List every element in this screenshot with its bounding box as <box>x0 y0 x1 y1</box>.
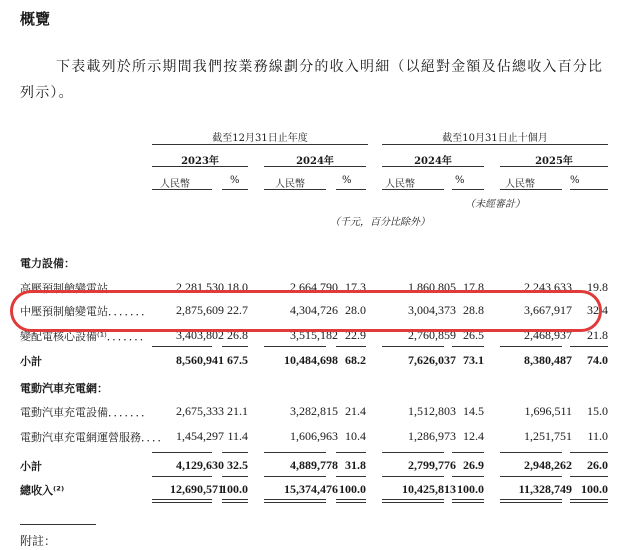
unit-header: % <box>455 175 465 186</box>
percent-cell: 73.1 <box>463 353 484 367</box>
amount-cell: 7,626,037 <box>408 353 456 367</box>
double-rule <box>264 499 326 500</box>
amount-cell: 2,243,633 <box>524 280 572 294</box>
subtotal-rule <box>152 452 212 453</box>
double-rule <box>152 499 212 500</box>
row-label: 高壓預制艙變電站．．．．．．． <box>20 282 152 295</box>
footnote-heading: 附註： <box>20 534 57 548</box>
section-title: 電動汽車充電網： <box>20 382 108 395</box>
amount-cell: 3,004,373 <box>408 303 456 317</box>
table-row <box>20 429 610 445</box>
percent-cell: 74.0 <box>587 353 608 367</box>
percent-cell: 28.0 <box>345 303 366 317</box>
unit-rule <box>452 189 484 190</box>
subtotal-rule <box>264 346 326 347</box>
subtotal-row <box>20 458 610 474</box>
subtotal-rule <box>500 346 562 347</box>
section-title: 電力設備： <box>20 257 75 270</box>
table-row <box>20 404 610 420</box>
row-label: 中壓預制艙變電站．．．．．．． <box>20 305 152 318</box>
percent-cell: 10.4 <box>345 429 366 443</box>
unit-rule <box>222 189 248 190</box>
amount-cell: 2,760,859 <box>408 328 456 342</box>
row-label: 變配電核心設備⁽¹⁾．．．．．．． <box>20 330 151 343</box>
subtotal-rule <box>336 452 366 453</box>
amount-cell: 2,875,609 <box>176 303 224 317</box>
unit-header: 人民幣 <box>275 179 305 190</box>
unit-rule <box>570 189 608 190</box>
total-rule <box>264 476 326 477</box>
percent-cell: 31.8 <box>345 458 366 472</box>
percent-cell: 18.0 <box>227 280 248 294</box>
total-rule <box>382 476 444 477</box>
period-group-10m: 截至10月31日止十個月 <box>442 133 548 144</box>
subtotal-rule <box>382 452 444 453</box>
amount-cell: 1,512,803 <box>408 404 456 418</box>
total-rule <box>452 476 484 477</box>
unit-header: % <box>230 175 240 186</box>
subtotal-rule <box>336 346 366 347</box>
year-header: 2025年 <box>535 156 573 167</box>
double-rule <box>452 499 484 500</box>
amount-cell: 10,425,813 <box>402 482 456 496</box>
unit-rule <box>500 189 562 190</box>
percent-cell: 32.5 <box>227 458 248 472</box>
double-rule <box>570 499 608 500</box>
year-header: 2024年 <box>414 156 452 167</box>
amount-cell: 4,889,778 <box>290 458 338 472</box>
percent-cell: 100.0 <box>457 482 484 496</box>
percent-cell: 100.0 <box>581 482 608 496</box>
amount-cell: 2,948,262 <box>524 458 572 472</box>
subtotal-rule <box>152 346 212 347</box>
double-rule <box>452 502 484 503</box>
amount-cell: 3,667,917 <box>524 303 572 317</box>
section-heading: 概覽 <box>20 10 51 28</box>
percent-cell: 100.0 <box>221 482 248 496</box>
amount-cell: 15,374,476 <box>284 482 338 496</box>
percent-cell: 11.0 <box>587 429 608 443</box>
row-label: 總收入⁽²⁾ <box>20 484 65 497</box>
period-group-fy: 截至12月31日止年度 <box>212 133 308 144</box>
amount-cell: 1,860,805 <box>408 280 456 294</box>
subtotal-rule <box>382 346 444 347</box>
subtotal-rule <box>570 346 608 347</box>
percent-cell: 67.5 <box>227 353 248 367</box>
unit-rule <box>264 189 326 190</box>
percent-cell: 17.8 <box>463 280 484 294</box>
amount-cell: 11,328,749 <box>518 482 572 496</box>
amount-cell: 2,468,937 <box>524 328 572 342</box>
unit-header: % <box>570 175 580 186</box>
percent-cell: 68.2 <box>345 353 366 367</box>
double-rule <box>222 499 248 500</box>
percent-cell: 26.0 <box>587 458 608 472</box>
year-header: 2023年 <box>181 156 219 167</box>
unit-rule <box>152 189 212 190</box>
percent-cell: 26.9 <box>463 458 484 472</box>
percent-cell: 12.4 <box>463 429 484 443</box>
unit-header: % <box>342 175 352 186</box>
total-rule <box>500 476 562 477</box>
total-row <box>20 482 610 498</box>
percent-cell: 21.1 <box>227 404 248 418</box>
intro-paragraph: 下表載列於所示期間我們按業務線劃分的收入明細（以絕對金額及佔總收入百分比列示）。 <box>20 59 604 101</box>
percent-cell: 22.7 <box>227 303 248 317</box>
amount-cell: 1,251,751 <box>524 429 572 443</box>
amount-cell: 10,484,698 <box>284 353 338 367</box>
amount-cell: 3,282,815 <box>290 404 338 418</box>
double-rule <box>382 502 444 503</box>
row-label: 電動汽車充電網運營服務．．．． <box>20 431 169 444</box>
double-rule <box>222 502 248 503</box>
unit-note: （千元，百分比除外） <box>330 217 430 228</box>
double-rule <box>570 502 608 503</box>
year-rule <box>264 166 366 167</box>
subtotal-row <box>20 353 610 369</box>
row-label: 小計 <box>20 460 42 473</box>
amount-cell: 2,675,333 <box>176 404 224 418</box>
total-rule <box>222 476 248 477</box>
subtotal-rule <box>222 346 248 347</box>
amount-cell: 8,380,487 <box>524 353 572 367</box>
double-rule <box>500 502 562 503</box>
subtotal-rule <box>500 452 562 453</box>
year-header: 2024年 <box>296 156 334 167</box>
total-rule <box>570 476 608 477</box>
percent-cell: 14.5 <box>463 404 484 418</box>
double-rule <box>382 499 444 500</box>
amount-cell: 3,515,182 <box>290 328 338 342</box>
unaudited-note: （未經審計） <box>465 199 525 210</box>
period-group-10m-rule <box>382 144 608 145</box>
amount-cell: 1,696,511 <box>524 404 572 418</box>
unit-header: 人民幣 <box>160 179 190 190</box>
double-rule <box>152 502 212 503</box>
percent-cell: 100.0 <box>339 482 366 496</box>
subtotal-rule <box>452 452 484 453</box>
percent-cell: 22.9 <box>345 328 366 342</box>
amount-cell: 2,799,776 <box>408 458 456 472</box>
amount-cell: 1,286,973 <box>408 429 456 443</box>
total-rule <box>336 476 366 477</box>
amount-cell: 3,403,802 <box>176 328 224 342</box>
subtotal-rule <box>222 452 248 453</box>
double-rule <box>336 502 366 503</box>
highlight-oval <box>10 290 602 332</box>
unit-rule <box>336 189 366 190</box>
amount-cell: 1,454,297 <box>176 429 224 443</box>
percent-cell: 28.8 <box>463 303 484 317</box>
percent-cell: 19.8 <box>587 280 608 294</box>
percent-cell: 21.8 <box>587 328 608 342</box>
amount-cell: 2,281,530 <box>176 280 224 294</box>
row-label: 電動汽車充電設備．．．．．．． <box>20 406 152 419</box>
percent-cell: 32.4 <box>587 303 608 317</box>
unit-rule <box>382 189 444 190</box>
period-group-fy-rule <box>152 144 368 145</box>
percent-cell: 17.3 <box>345 280 366 294</box>
percent-cell: 21.4 <box>345 404 366 418</box>
percent-cell: 26.8 <box>227 328 248 342</box>
subtotal-rule <box>264 452 326 453</box>
amount-cell: 2,664,790 <box>290 280 338 294</box>
year-rule <box>152 166 248 167</box>
row-label: 小計 <box>20 355 42 368</box>
subtotal-rule <box>570 452 608 453</box>
unit-header: 人民幣 <box>505 179 535 190</box>
footnote-rule <box>20 524 96 525</box>
percent-cell: 11.4 <box>227 429 248 443</box>
year-rule <box>500 166 608 167</box>
percent-cell: 26.5 <box>463 328 484 342</box>
double-rule <box>336 499 366 500</box>
subtotal-rule <box>452 346 484 347</box>
percent-cell: 15.0 <box>587 404 608 418</box>
double-rule <box>500 499 562 500</box>
amount-cell: 4,129,630 <box>176 458 224 472</box>
amount-cell: 1,606,963 <box>290 429 338 443</box>
amount-cell: 8,560,941 <box>176 353 224 367</box>
unit-header: 人民幣 <box>385 179 415 190</box>
year-rule <box>382 166 484 167</box>
total-rule <box>152 476 212 477</box>
amount-cell: 12,690,571 <box>170 482 224 496</box>
amount-cell: 4,304,726 <box>290 303 338 317</box>
double-rule <box>264 502 326 503</box>
